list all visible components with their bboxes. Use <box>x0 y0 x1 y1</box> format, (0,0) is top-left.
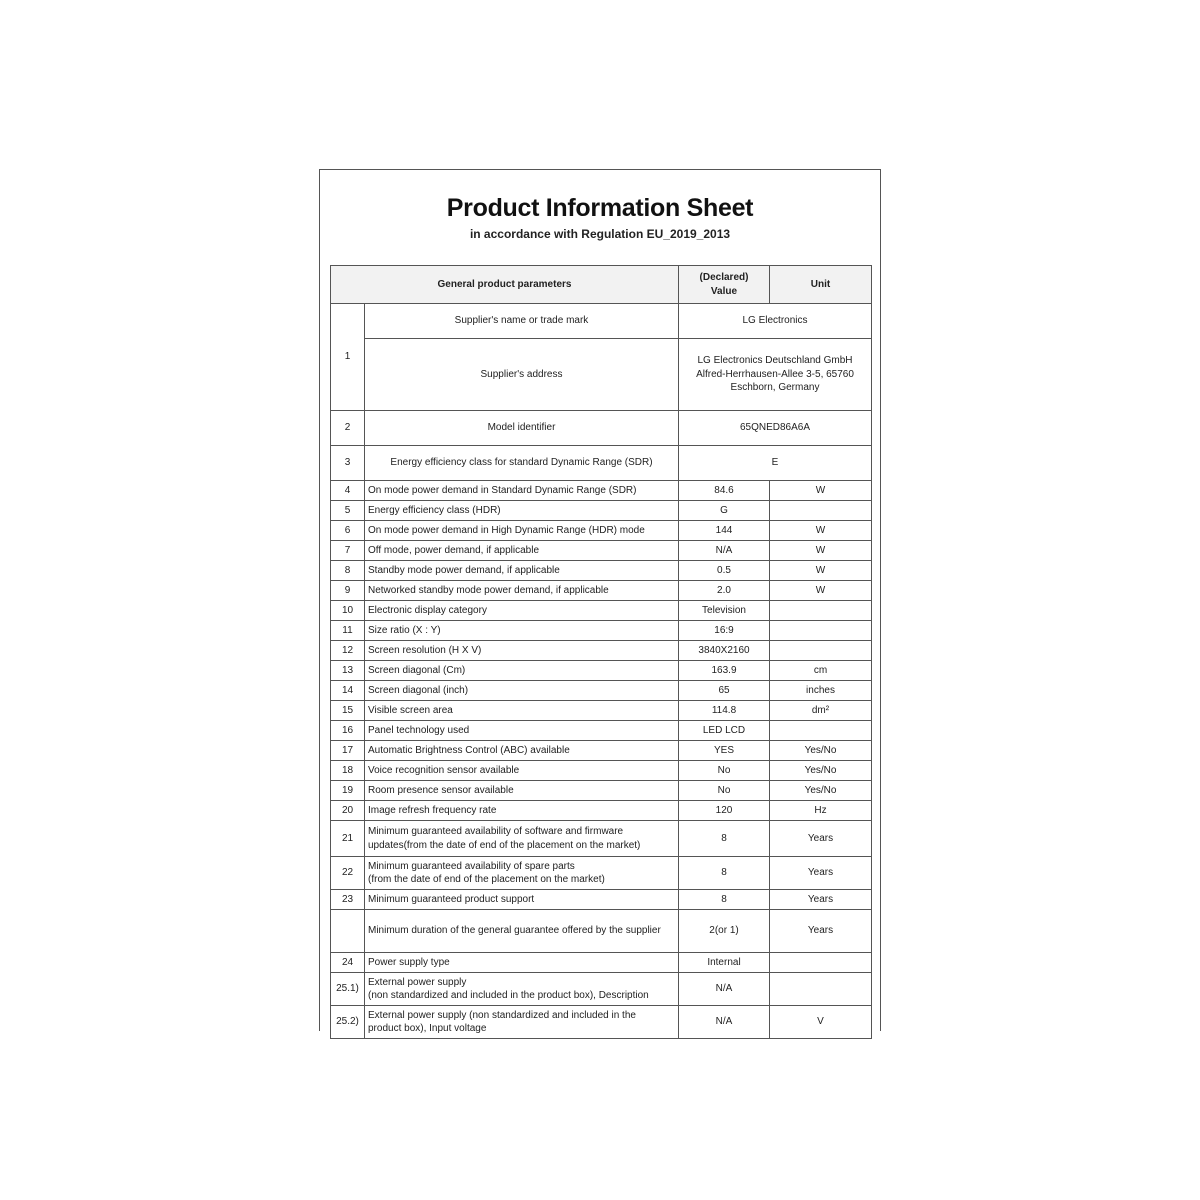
row-value: LED LCD <box>679 721 770 741</box>
row-value: N/A <box>679 1006 770 1039</box>
row-value: 163.9 <box>679 661 770 681</box>
row-label-line: updates(from the date of end of the placement on the market) <box>368 839 641 851</box>
row-unit: W <box>770 541 872 561</box>
product-information-sheet <box>319 169 881 1034</box>
row-label: Image refresh frequency rate <box>365 801 679 821</box>
header-value-line2: Value <box>710 285 738 297</box>
row-value: 3840X2160 <box>679 641 770 661</box>
row-value: Television <box>679 601 770 621</box>
table-row <box>331 641 872 661</box>
row-unit: Years <box>770 890 872 910</box>
header-params: General product parameters <box>331 266 679 304</box>
row-label: Screen resolution (H X V) <box>365 641 679 661</box>
address-line: Alfred-Herrhausen-Allee 3-5, 65760 <box>696 368 854 380</box>
row-value: N/A <box>679 973 770 1006</box>
row-value: 114.8 <box>679 701 770 721</box>
row-label: Minimum guaranteed product support <box>365 890 679 910</box>
row-unit: inches <box>770 681 872 701</box>
row-label: Size ratio (X : Y) <box>365 621 679 641</box>
row-unit: W <box>770 481 872 501</box>
row-value: 8 <box>679 821 770 857</box>
supplier-address <box>679 339 872 411</box>
row-number: 23 <box>331 890 365 910</box>
row-unit <box>770 973 872 1006</box>
row-value: 2.0 <box>679 581 770 601</box>
row-value: Internal <box>679 953 770 973</box>
table-row <box>331 621 872 641</box>
table-row <box>331 501 872 521</box>
row-value: 84.6 <box>679 481 770 501</box>
row-label: Energy efficiency class for standard Dynamic Range (SDR) <box>365 446 679 481</box>
table-row <box>331 339 872 411</box>
row-label: Screen diagonal (Cm) <box>365 661 679 681</box>
row-label-line: External power supply <box>368 976 467 988</box>
table-row <box>331 953 872 973</box>
row-label <box>365 821 679 857</box>
header-unit: Unit <box>770 266 872 304</box>
row-label: Energy efficiency class (HDR) <box>365 501 679 521</box>
row-label: Electronic display category <box>365 601 679 621</box>
row-unit: Years <box>770 910 872 953</box>
row-label: Visible screen area <box>365 701 679 721</box>
row-label-line: (from the date of end of the placement on the market) <box>368 874 605 885</box>
row-label <box>365 1006 679 1039</box>
row-value: 144 <box>679 521 770 541</box>
address-line: LG Electronics Deutschland GmbH <box>697 355 853 367</box>
row-number: 11 <box>331 621 365 641</box>
table-row <box>331 601 872 621</box>
row-number: 25.2) <box>331 1006 365 1039</box>
row-label-line: External power supply (non standardized and included in the <box>368 1009 636 1021</box>
row-number: 15 <box>331 701 365 721</box>
row-number: 6 <box>331 521 365 541</box>
table-row <box>331 721 872 741</box>
table-row <box>331 821 872 857</box>
row-label: Networked standby mode power demand, if applicable <box>365 581 679 601</box>
row-number: 3 <box>331 446 365 481</box>
row-value: YES <box>679 741 770 761</box>
row-label: Panel technology used <box>365 721 679 741</box>
row-value: LG Electronics <box>679 304 872 339</box>
row-number: 2 <box>331 411 365 446</box>
page-title: Product Information Sheet <box>446 194 754 222</box>
row-unit: Years <box>770 821 872 857</box>
table-row <box>331 446 872 481</box>
row-value: 2(or 1) <box>679 910 770 953</box>
row-unit: Yes/No <box>770 781 872 801</box>
row-unit: cm <box>770 661 872 681</box>
row-number: 7 <box>331 541 365 561</box>
row-number: 21 <box>331 821 365 857</box>
row-value: 8 <box>679 857 770 890</box>
row-label: Automatic Brightness Control (ABC) available <box>365 741 679 761</box>
row-number: 17 <box>331 741 365 761</box>
row-label: Supplier's name or trade mark <box>365 304 679 339</box>
row-value: No <box>679 761 770 781</box>
row-label-line: Minimum guaranteed availability of spare parts <box>368 860 575 872</box>
header-value-line1: (Declared) <box>699 272 749 283</box>
row-unit: W <box>770 561 872 581</box>
row-unit: V <box>770 1006 872 1039</box>
table-header-row <box>331 266 872 304</box>
table-row <box>331 781 872 801</box>
row-number: 18 <box>331 761 365 781</box>
row-label: Supplier's address <box>365 339 679 411</box>
row-value: 65QNED86A6A <box>679 411 872 446</box>
table-row <box>331 521 872 541</box>
row-number <box>331 910 365 953</box>
row-number: 24 <box>331 953 365 973</box>
row-number: 5 <box>331 501 365 521</box>
row-number: 14 <box>331 681 365 701</box>
row-unit <box>770 601 872 621</box>
row-number: 1 <box>331 304 365 411</box>
table-row <box>331 801 872 821</box>
row-label: Screen diagonal (inch) <box>365 681 679 701</box>
table-row <box>331 857 872 890</box>
row-number: 25.1) <box>331 973 365 1006</box>
table-row <box>331 661 872 681</box>
table-row <box>331 910 872 953</box>
parameters-table <box>330 265 872 1039</box>
table-row <box>331 411 872 446</box>
row-label: Minimum duration of the general guarantee offered by the supplier <box>365 910 679 953</box>
row-number: 20 <box>331 801 365 821</box>
table-row <box>331 681 872 701</box>
row-unit: W <box>770 581 872 601</box>
row-unit <box>770 721 872 741</box>
table-row <box>331 890 872 910</box>
header-value <box>679 266 770 304</box>
row-number: 12 <box>331 641 365 661</box>
row-value: 120 <box>679 801 770 821</box>
row-number: 9 <box>331 581 365 601</box>
table-row <box>331 761 872 781</box>
row-value: G <box>679 501 770 521</box>
table-row <box>331 1006 872 1039</box>
row-value: 0.5 <box>679 561 770 581</box>
address-line: Eschborn, Germany <box>730 382 820 394</box>
table-row <box>331 973 872 1006</box>
row-label: Off mode, power demand, if applicable <box>365 541 679 561</box>
row-label: Room presence sensor available <box>365 781 679 801</box>
table-row <box>331 561 872 581</box>
row-value: 16:9 <box>679 621 770 641</box>
row-number: 4 <box>331 481 365 501</box>
row-unit <box>770 641 872 661</box>
row-unit: Hz <box>770 801 872 821</box>
row-label: Power supply type <box>365 953 679 973</box>
row-unit <box>770 621 872 641</box>
row-unit: Years <box>770 857 872 890</box>
row-value: 65 <box>679 681 770 701</box>
row-value: No <box>679 781 770 801</box>
row-number: 19 <box>331 781 365 801</box>
row-unit: W <box>770 521 872 541</box>
row-number: 22 <box>331 857 365 890</box>
row-unit <box>770 953 872 973</box>
table-row <box>331 481 872 501</box>
table-row <box>331 304 872 339</box>
row-label: On mode power demand in High Dynamic Range (HDR) mode <box>365 521 679 541</box>
row-label: Model identifier <box>365 411 679 446</box>
row-label <box>365 973 679 1006</box>
row-value: E <box>679 446 872 481</box>
row-unit: Yes/No <box>770 761 872 781</box>
row-unit: Yes/No <box>770 741 872 761</box>
row-number: 16 <box>331 721 365 741</box>
row-label-line: (non standardized and included in the product box), Description <box>368 990 649 1001</box>
table-row <box>331 701 872 721</box>
row-label <box>365 857 679 890</box>
row-number: 13 <box>331 661 365 681</box>
table-row <box>331 581 872 601</box>
row-label: Standby mode power demand, if applicable <box>365 561 679 581</box>
row-label: Voice recognition sensor available <box>365 761 679 781</box>
page-subtitle: in accordance with Regulation EU_2019_2013 <box>469 227 731 241</box>
row-label-line: product box), Input voltage <box>368 1023 487 1034</box>
row-number: 8 <box>331 561 365 581</box>
row-unit: dm² <box>770 701 872 721</box>
row-unit <box>770 501 872 521</box>
row-value: 8 <box>679 890 770 910</box>
row-number: 10 <box>331 601 365 621</box>
row-label: On mode power demand in Standard Dynamic Range (SDR) <box>365 481 679 501</box>
table-row <box>331 541 872 561</box>
row-value: N/A <box>679 541 770 561</box>
row-label-line: Minimum guaranteed availability of software and firmware <box>368 826 624 837</box>
table-row <box>331 741 872 761</box>
